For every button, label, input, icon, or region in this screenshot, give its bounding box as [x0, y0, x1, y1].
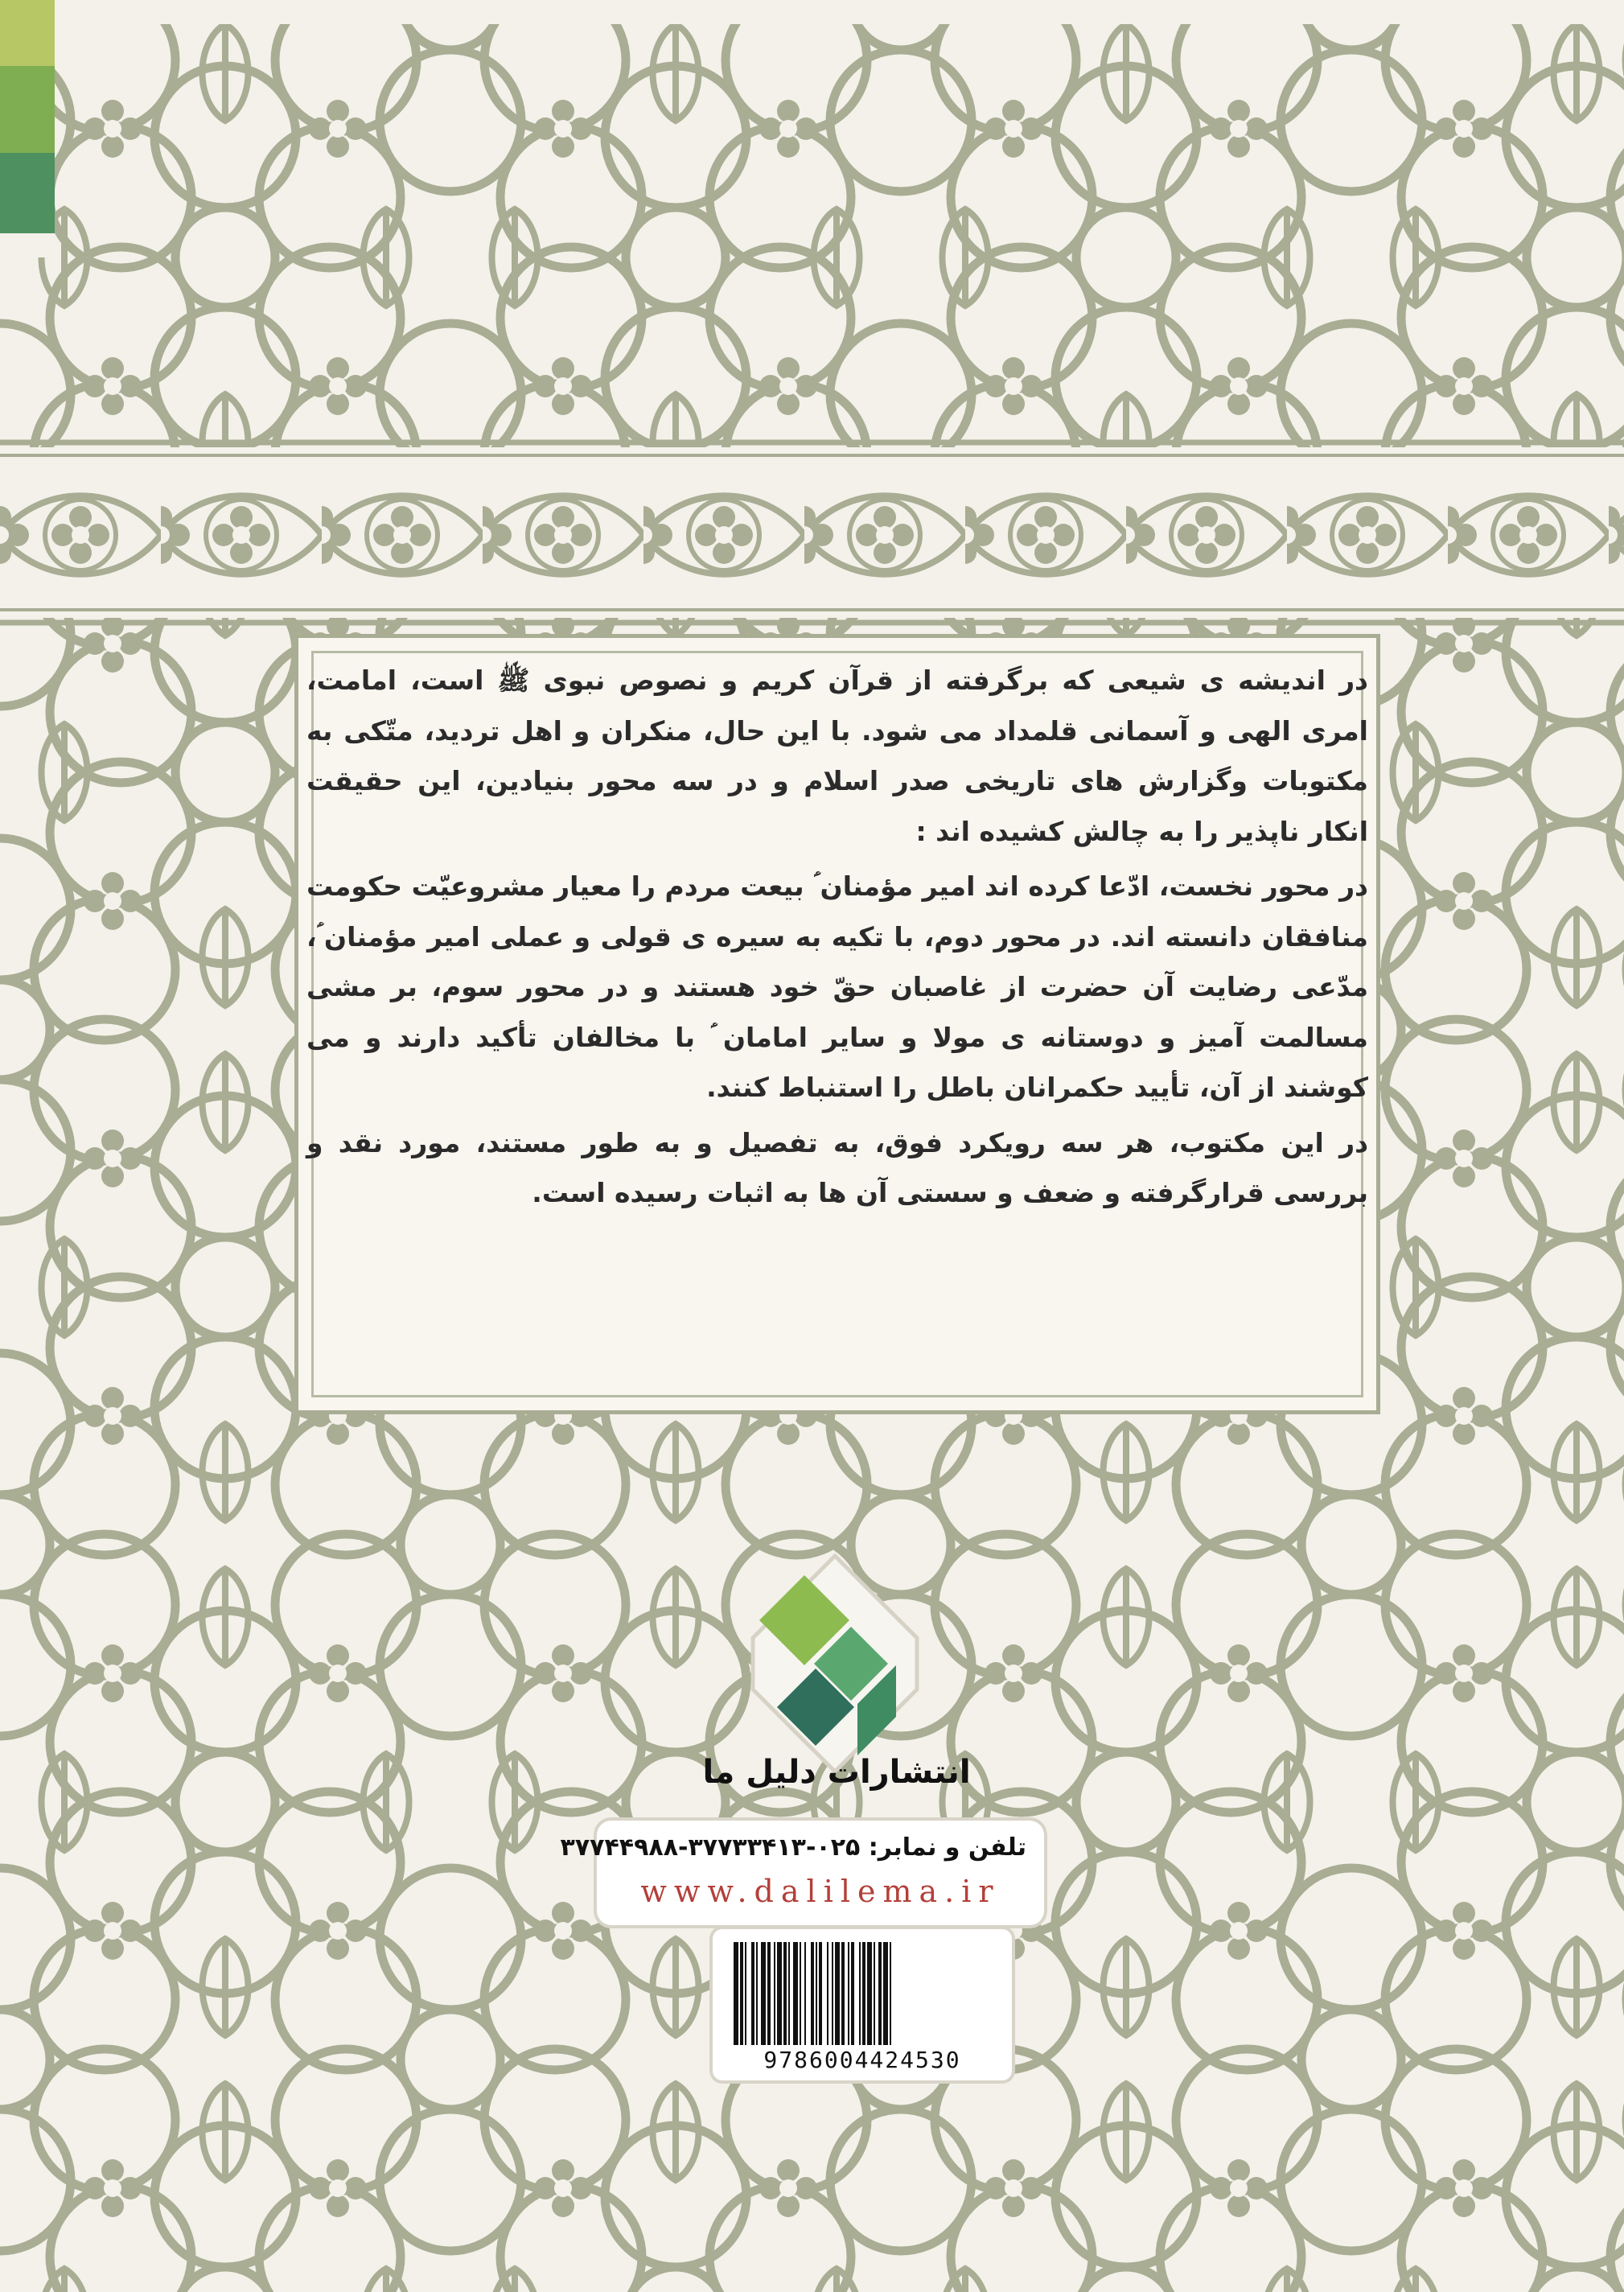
barcode-bar — [827, 1942, 828, 2045]
phone-number: تلفن و نمابر: ۰۲۵-۳۷۷۳۳۴۱۳-۳۷۷۴۴۹۸۸ — [560, 1833, 1026, 1862]
barcode-icon — [730, 1942, 993, 2045]
barcode-bar — [761, 1942, 766, 2045]
barcode-bar — [756, 1942, 758, 2045]
barcode-bar — [816, 1942, 817, 2045]
spine-color-strip-2 — [0, 66, 55, 153]
barcode-bar — [832, 1942, 833, 2045]
barcode-bar — [804, 1942, 806, 2045]
barcode-bar — [890, 1942, 891, 2045]
barcode-bar — [811, 1942, 814, 2045]
publisher-name: انتشارات دلیل ما — [702, 1754, 971, 1791]
contact-sticker — [560, 1821, 1044, 1925]
barcode-bar — [745, 1942, 746, 2045]
barcode-bar — [774, 1942, 775, 2045]
barcode-bar — [793, 1942, 798, 2045]
isbn-number: 9786004424530 — [763, 2047, 961, 2073]
barcode-bar — [783, 1942, 787, 2045]
barcode-bar — [848, 1942, 849, 2045]
barcode-bar — [788, 1942, 790, 2045]
barcode-bar — [867, 1942, 872, 2045]
website-link[interactable]: www.dalilema.ir — [640, 1874, 1001, 1909]
barcode-bar — [841, 1942, 845, 2045]
spine-color-strip-3 — [0, 153, 55, 233]
blurb-text — [306, 656, 1368, 1224]
barcode-bar — [883, 1942, 888, 2045]
barcode-bar — [874, 1942, 875, 2045]
spine-color-strip-4 — [0, 233, 55, 257]
barcode-bar — [862, 1942, 865, 2045]
barcode-bar — [740, 1942, 743, 2045]
barcode-bar — [878, 1942, 882, 2045]
blurb-paragraph-2: در محور نخست، ادّعا کرده اند امیر مؤمنان ؑ بیعت مردم را معیار مشروعیّت حکومت منافقان دانسته اند. در محور دوم، با تکیه به سیره ی قولی و عملی امیر مؤمنان ؑ، مدّعی رضایت آن حضرت از غاصبان حقّ خود هستند و در محور سوم، بر مشی مسالمت آمیز و دوستانه ی مولا و سایر امامان ؑ با مخالفان تأکید دارند و می کوشند از آن، تأیید حکمرانان باطل را استنباط کنند. — [306, 870, 1368, 1103]
blurb-panel — [294, 634, 1380, 1414]
blurb-paragraph-3: در این مکتوب، هر سه رویکرد فوق، به تفصیل و به طور مستند، مورد نقد و بررسی قرارگرفته و ضعف و سستی آن ها به اثبات رسیده است. — [306, 1126, 1368, 1208]
barcode-bar — [835, 1942, 840, 2045]
barcode-sticker — [713, 1929, 1012, 2080]
barcode-bar — [777, 1942, 782, 2045]
barcode-bar — [800, 1942, 801, 2045]
blurb-paragraph-1: در اندیشه ی شیعی که برگرفته از قرآن کریم و نصوص نبوی ﷺ است، امامت، امری الهی و آسمانی قلمداد می شود. با این حال، منکران و اهل تردید، متّکی به مکتوبات وگزارش های تاریخی صدر اسلام و در سه محور بنیادین، این حقیقت انکار ناپذیر را به چالش کشیده اند : — [306, 665, 1368, 847]
spine-color-strip-1 — [0, 0, 55, 66]
barcode-bar — [767, 1942, 771, 2045]
barcode-bar — [819, 1942, 822, 2045]
barcode-bar — [734, 1942, 738, 2045]
barcode-bar — [751, 1942, 754, 2045]
barcode-bar — [851, 1942, 854, 2045]
barcode-bar — [859, 1942, 861, 2045]
